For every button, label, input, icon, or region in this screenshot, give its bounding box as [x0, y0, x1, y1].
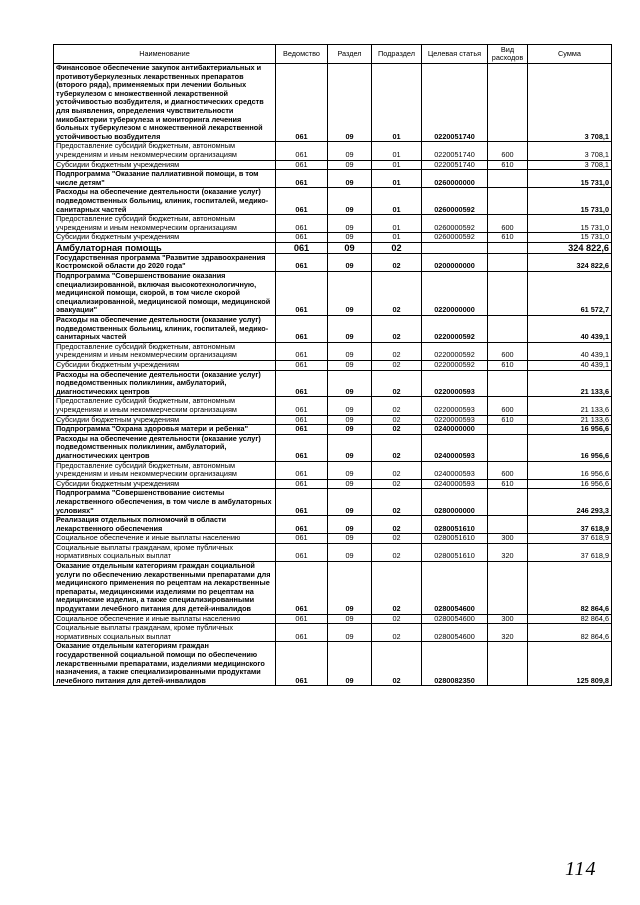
cell-subsection: 02: [372, 361, 422, 371]
cell-section: 09: [328, 425, 372, 435]
cell-type: 610: [488, 160, 528, 170]
table-row: [54, 160, 612, 170]
cell-sum: 324 822,6: [528, 253, 612, 271]
cell-name: Оказание отдельным категориям граждан социальной услуги по обеспечению лекарственными препаратами для медицинского применения по рецептам на лекарственные препараты, медицинскими изделиями по рецептам на медицинские изделия, а также специализированными продуктами лечебного питания для детей-инвалидов: [54, 562, 276, 615]
cell-section: 09: [328, 461, 372, 479]
cell-type: [488, 370, 528, 397]
cell-name: Субсидии бюджетным учреждениям: [54, 233, 276, 243]
table-row: [54, 516, 612, 534]
cell-section: 09: [328, 170, 372, 188]
cell-subsection: 01: [372, 64, 422, 142]
cell-subsection: 02: [372, 425, 422, 435]
cell-target: 0220000593: [422, 370, 488, 397]
cell-name: Реализация отдельных полномочий в области лекарственного обеспечения: [54, 516, 276, 534]
cell-subsection: 02: [372, 624, 422, 642]
cell-section: 09: [328, 415, 372, 425]
cell-subsection: 02: [372, 253, 422, 271]
cell-type: [488, 188, 528, 215]
cell-target: 0280054600: [422, 562, 488, 615]
cell-name: Расходы на обеспечение деятельности (оказание услуг) подведомственных поликлиник, амбулаторий, диагностических центров: [54, 370, 276, 397]
cell-subsection: 01: [372, 160, 422, 170]
cell-sum: 82 864,6: [528, 614, 612, 624]
cell-target: 0220051740: [422, 160, 488, 170]
cell-name: Государственная программа "Развитие здравоохранения Костромской области до 2020 года": [54, 253, 276, 271]
cell-dept: 061: [276, 361, 328, 371]
cell-target: 0260000592: [422, 233, 488, 243]
cell-sum: 16 956,6: [528, 434, 612, 461]
cell-name: Расходы на обеспечение деятельности (оказание услуг) подведомственных поликлиник, амбулаторий, диагностических центров: [54, 434, 276, 461]
cell-name: Социальное обеспечение и иные выплаты населению: [54, 614, 276, 624]
cell-subsection: 02: [372, 342, 422, 360]
table-row: [54, 489, 612, 516]
cell-dept: 061: [276, 543, 328, 561]
cell-type: [488, 434, 528, 461]
cell-target: 0260000592: [422, 215, 488, 233]
cell-dept: 061: [276, 233, 328, 243]
col-header-type: Вид расходов: [488, 45, 528, 64]
cell-dept: 061: [276, 489, 328, 516]
cell-section: 09: [328, 361, 372, 371]
cell-dept: 061: [276, 215, 328, 233]
cell-sum: 15 731,0: [528, 215, 612, 233]
cell-target: 0280054600: [422, 614, 488, 624]
cell-dept: 061: [276, 516, 328, 534]
cell-subsection: 02: [372, 370, 422, 397]
cell-sum: 16 956,6: [528, 479, 612, 489]
table-row: [54, 64, 612, 142]
cell-name: Подпрограмма "Совершенствование оказания специализированной, включая высокотехнологичную, медицинской помощи, скорой, в том числе скорой специализированной, медицинской помощи, медицинской эвакуации": [54, 272, 276, 316]
cell-type: [488, 253, 528, 271]
table-body: [54, 64, 612, 686]
cell-section: 09: [328, 479, 372, 489]
cell-section: 09: [328, 562, 372, 615]
table-row: [54, 342, 612, 360]
cell-target: 0240000593: [422, 461, 488, 479]
cell-section: 09: [328, 316, 372, 343]
cell-name: Социальные выплаты гражданам, кроме публичных нормативных социальных выплат: [54, 624, 276, 642]
cell-subsection: 02: [372, 614, 422, 624]
cell-subsection: 01: [372, 233, 422, 243]
table-row: [54, 624, 612, 642]
cell-type: [488, 562, 528, 615]
cell-target: 0200000000: [422, 253, 488, 271]
cell-subsection: 02: [372, 242, 422, 253]
cell-type: 610: [488, 361, 528, 371]
cell-target: 0220000592: [422, 316, 488, 343]
cell-target: 0280054600: [422, 624, 488, 642]
table-row: [54, 361, 612, 371]
cell-section: 09: [328, 272, 372, 316]
cell-target: 0280051610: [422, 516, 488, 534]
cell-type: 300: [488, 534, 528, 544]
cell-section: 09: [328, 233, 372, 243]
cell-dept: 061: [276, 415, 328, 425]
cell-section: 09: [328, 64, 372, 142]
cell-target: 0220000592: [422, 361, 488, 371]
cell-sum: 16 956,6: [528, 425, 612, 435]
cell-name: Предоставление субсидий бюджетным, автономным учреждениям и иным некоммерческим организациям: [54, 461, 276, 479]
cell-sum: 37 618,9: [528, 516, 612, 534]
cell-dept: 061: [276, 425, 328, 435]
col-header-name: Наименование: [54, 45, 276, 64]
cell-subsection: 01: [372, 215, 422, 233]
cell-target: 0260000000: [422, 170, 488, 188]
cell-name: Подпрограмма "Охрана здоровья матери и ребенка": [54, 425, 276, 435]
cell-type: [488, 642, 528, 686]
cell-subsection: 01: [372, 142, 422, 160]
cell-sum: 324 822,6: [528, 242, 612, 253]
cell-type: [488, 516, 528, 534]
cell-name: Субсидии бюджетным учреждениям: [54, 415, 276, 425]
cell-target: 0220000593: [422, 415, 488, 425]
cell-dept: 061: [276, 461, 328, 479]
cell-sum: 61 572,7: [528, 272, 612, 316]
table-row: [54, 562, 612, 615]
cell-subsection: 02: [372, 543, 422, 561]
cell-name: Оказание отдельным категориям граждан государственной социальной помощи по обеспечению лекарственными препаратами, изделиями медицинского назначения, а также специализированными продуктами лечебного питания для детей-инвалидов: [54, 642, 276, 686]
cell-target: 0260000592: [422, 188, 488, 215]
cell-sum: 246 293,3: [528, 489, 612, 516]
cell-dept: 061: [276, 434, 328, 461]
cell-name: Субсидии бюджетным учреждениям: [54, 160, 276, 170]
cell-type: 300: [488, 614, 528, 624]
cell-section: 09: [328, 370, 372, 397]
table-row: [54, 316, 612, 343]
cell-sum: 21 133,6: [528, 415, 612, 425]
table-row: [54, 543, 612, 561]
table-row: [54, 142, 612, 160]
table-row: [54, 242, 612, 253]
cell-target: 0240000593: [422, 479, 488, 489]
cell-dept: 061: [276, 64, 328, 142]
cell-dept: 061: [276, 370, 328, 397]
cell-section: 09: [328, 397, 372, 415]
cell-name: Предоставление субсидий бюджетным, автономным учреждениям и иным некоммерческим организациям: [54, 215, 276, 233]
cell-target: 0280051610: [422, 543, 488, 561]
page-number: 114: [565, 858, 597, 880]
cell-type: [488, 272, 528, 316]
cell-dept: 061: [276, 534, 328, 544]
cell-dept: 061: [276, 397, 328, 415]
cell-dept: 061: [276, 316, 328, 343]
cell-sum: 40 439,1: [528, 316, 612, 343]
cell-dept: 061: [276, 479, 328, 489]
cell-target: 0220000592: [422, 342, 488, 360]
cell-sum: 40 439,1: [528, 342, 612, 360]
table-row: [54, 415, 612, 425]
col-header-section: Раздел: [328, 45, 372, 64]
cell-name: Подпрограмма "Совершенствование системы лекарственного обеспечения, в том числе в амбулаторных условиях": [54, 489, 276, 516]
cell-sum: 125 809,8: [528, 642, 612, 686]
cell-section: 09: [328, 188, 372, 215]
cell-dept: 061: [276, 614, 328, 624]
table-row: [54, 642, 612, 686]
col-header-dept: Ведомство: [276, 45, 328, 64]
cell-sum: 3 708,1: [528, 160, 612, 170]
cell-dept: 061: [276, 170, 328, 188]
cell-dept: 061: [276, 142, 328, 160]
cell-subsection: 02: [372, 272, 422, 316]
cell-type: 600: [488, 461, 528, 479]
cell-dept: 061: [276, 188, 328, 215]
cell-dept: 061: [276, 242, 328, 253]
cell-name: Расходы на обеспечение деятельности (оказание услуг) подведомственных больниц, клиник, госпиталей, медико-санитарных частей: [54, 316, 276, 343]
cell-sum: 37 618,9: [528, 534, 612, 544]
cell-subsection: 02: [372, 461, 422, 479]
cell-target: 0280082350: [422, 642, 488, 686]
cell-name: Амбулаторная помощь: [54, 242, 276, 253]
cell-target: 0280051610: [422, 534, 488, 544]
cell-subsection: 02: [372, 316, 422, 343]
cell-dept: 061: [276, 160, 328, 170]
table-row: [54, 272, 612, 316]
cell-name: Субсидии бюджетным учреждениям: [54, 479, 276, 489]
cell-type: 610: [488, 233, 528, 243]
table-row: [54, 479, 612, 489]
cell-dept: 061: [276, 272, 328, 316]
cell-subsection: 02: [372, 415, 422, 425]
cell-type: 320: [488, 624, 528, 642]
cell-target: 0240000593: [422, 434, 488, 461]
cell-subsection: 01: [372, 188, 422, 215]
cell-subsection: 02: [372, 479, 422, 489]
cell-target: [422, 242, 488, 253]
cell-type: [488, 489, 528, 516]
cell-subsection: 02: [372, 489, 422, 516]
cell-type: 320: [488, 543, 528, 561]
table-row: [54, 370, 612, 397]
cell-section: 09: [328, 142, 372, 160]
cell-subsection: 02: [372, 434, 422, 461]
cell-sum: 37 618,9: [528, 543, 612, 561]
cell-dept: 061: [276, 342, 328, 360]
cell-dept: 061: [276, 642, 328, 686]
table-row: [54, 614, 612, 624]
cell-section: 09: [328, 342, 372, 360]
table-row: [54, 233, 612, 243]
cell-type: 600: [488, 215, 528, 233]
cell-section: 09: [328, 253, 372, 271]
cell-section: 09: [328, 516, 372, 534]
cell-name: Социальные выплаты гражданам, кроме публичных нормативных социальных выплат: [54, 543, 276, 561]
cell-name: Предоставление субсидий бюджетным, автономным учреждениям и иным некоммерческим организациям: [54, 397, 276, 415]
cell-section: 09: [328, 534, 372, 544]
cell-subsection: 02: [372, 534, 422, 544]
cell-section: 09: [328, 160, 372, 170]
cell-subsection: 02: [372, 516, 422, 534]
cell-sum: 15 731,0: [528, 188, 612, 215]
cell-name: Социальное обеспечение и иные выплаты населению: [54, 534, 276, 544]
cell-sum: 82 864,6: [528, 624, 612, 642]
cell-section: 09: [328, 434, 372, 461]
cell-type: [488, 425, 528, 435]
cell-section: 09: [328, 543, 372, 561]
cell-target: 0220051740: [422, 142, 488, 160]
table-row: [54, 253, 612, 271]
cell-type: [488, 316, 528, 343]
cell-section: 09: [328, 489, 372, 516]
cell-target: 0220051740: [422, 64, 488, 142]
table-row: [54, 425, 612, 435]
cell-target: 0280000000: [422, 489, 488, 516]
cell-name: Подпрограмма "Оказание паллиативной помощи, в том числе детям": [54, 170, 276, 188]
cell-type: [488, 242, 528, 253]
cell-section: 09: [328, 215, 372, 233]
col-header-sum: Сумма: [528, 45, 612, 64]
cell-subsection: 02: [372, 397, 422, 415]
cell-sum: 21 133,6: [528, 397, 612, 415]
cell-subsection: 02: [372, 562, 422, 615]
cell-subsection: 02: [372, 642, 422, 686]
cell-type: 600: [488, 397, 528, 415]
cell-name: Субсидии бюджетным учреждениям: [54, 361, 276, 371]
cell-type: [488, 170, 528, 188]
cell-section: 09: [328, 624, 372, 642]
cell-name: Предоставление субсидий бюджетным, автономным учреждениям и иным некоммерческим организациям: [54, 142, 276, 160]
table-row: [54, 215, 612, 233]
col-header-subsection: Подраздел: [372, 45, 422, 64]
table-row: [54, 188, 612, 215]
cell-sum: 82 864,6: [528, 562, 612, 615]
cell-target: 0220000000: [422, 272, 488, 316]
cell-type: 600: [488, 142, 528, 160]
table-row: [54, 434, 612, 461]
cell-dept: 061: [276, 624, 328, 642]
cell-sum: 3 708,1: [528, 64, 612, 142]
cell-dept: 061: [276, 253, 328, 271]
cell-section: 09: [328, 242, 372, 253]
table-header-row: [54, 45, 612, 64]
cell-subsection: 01: [372, 170, 422, 188]
cell-type: 600: [488, 342, 528, 360]
cell-sum: 15 731,0: [528, 233, 612, 243]
cell-sum: 15 731,0: [528, 170, 612, 188]
cell-target: 0220000593: [422, 397, 488, 415]
table-row: [54, 461, 612, 479]
cell-sum: 16 956,6: [528, 461, 612, 479]
cell-section: 09: [328, 642, 372, 686]
cell-name: Финансовое обеспечение закупок антибактериальных и противотуберкулезных лекарственных препаратов (второго ряда), применяемых при лечении больных туберкулезом с множественной лекарственной устойчивостью возбудителя, и диагностических средств для выявления, определения чувствительности микобактерии туберкулеза и мониторинга лечения больных туберкулезом с множественной лекарственной устойчивостью возбудителя: [54, 64, 276, 142]
table-row: [54, 534, 612, 544]
cell-name: Предоставление субсидий бюджетным, автономным учреждениям и иным некоммерческим организациям: [54, 342, 276, 360]
cell-sum: 40 439,1: [528, 361, 612, 371]
cell-type: 610: [488, 479, 528, 489]
table-row: [54, 170, 612, 188]
cell-type: 610: [488, 415, 528, 425]
cell-sum: 21 133,6: [528, 370, 612, 397]
cell-name: Расходы на обеспечение деятельности (оказание услуг) подведомственных больниц, клиник, госпиталей, медико-санитарных частей: [54, 188, 276, 215]
cell-sum: 3 708,1: [528, 142, 612, 160]
cell-target: 0240000000: [422, 425, 488, 435]
col-header-target: Целевая статья: [422, 45, 488, 64]
cell-dept: 061: [276, 562, 328, 615]
table-row: [54, 397, 612, 415]
cell-type: [488, 64, 528, 142]
cell-section: 09: [328, 614, 372, 624]
budget-table: [53, 44, 612, 686]
